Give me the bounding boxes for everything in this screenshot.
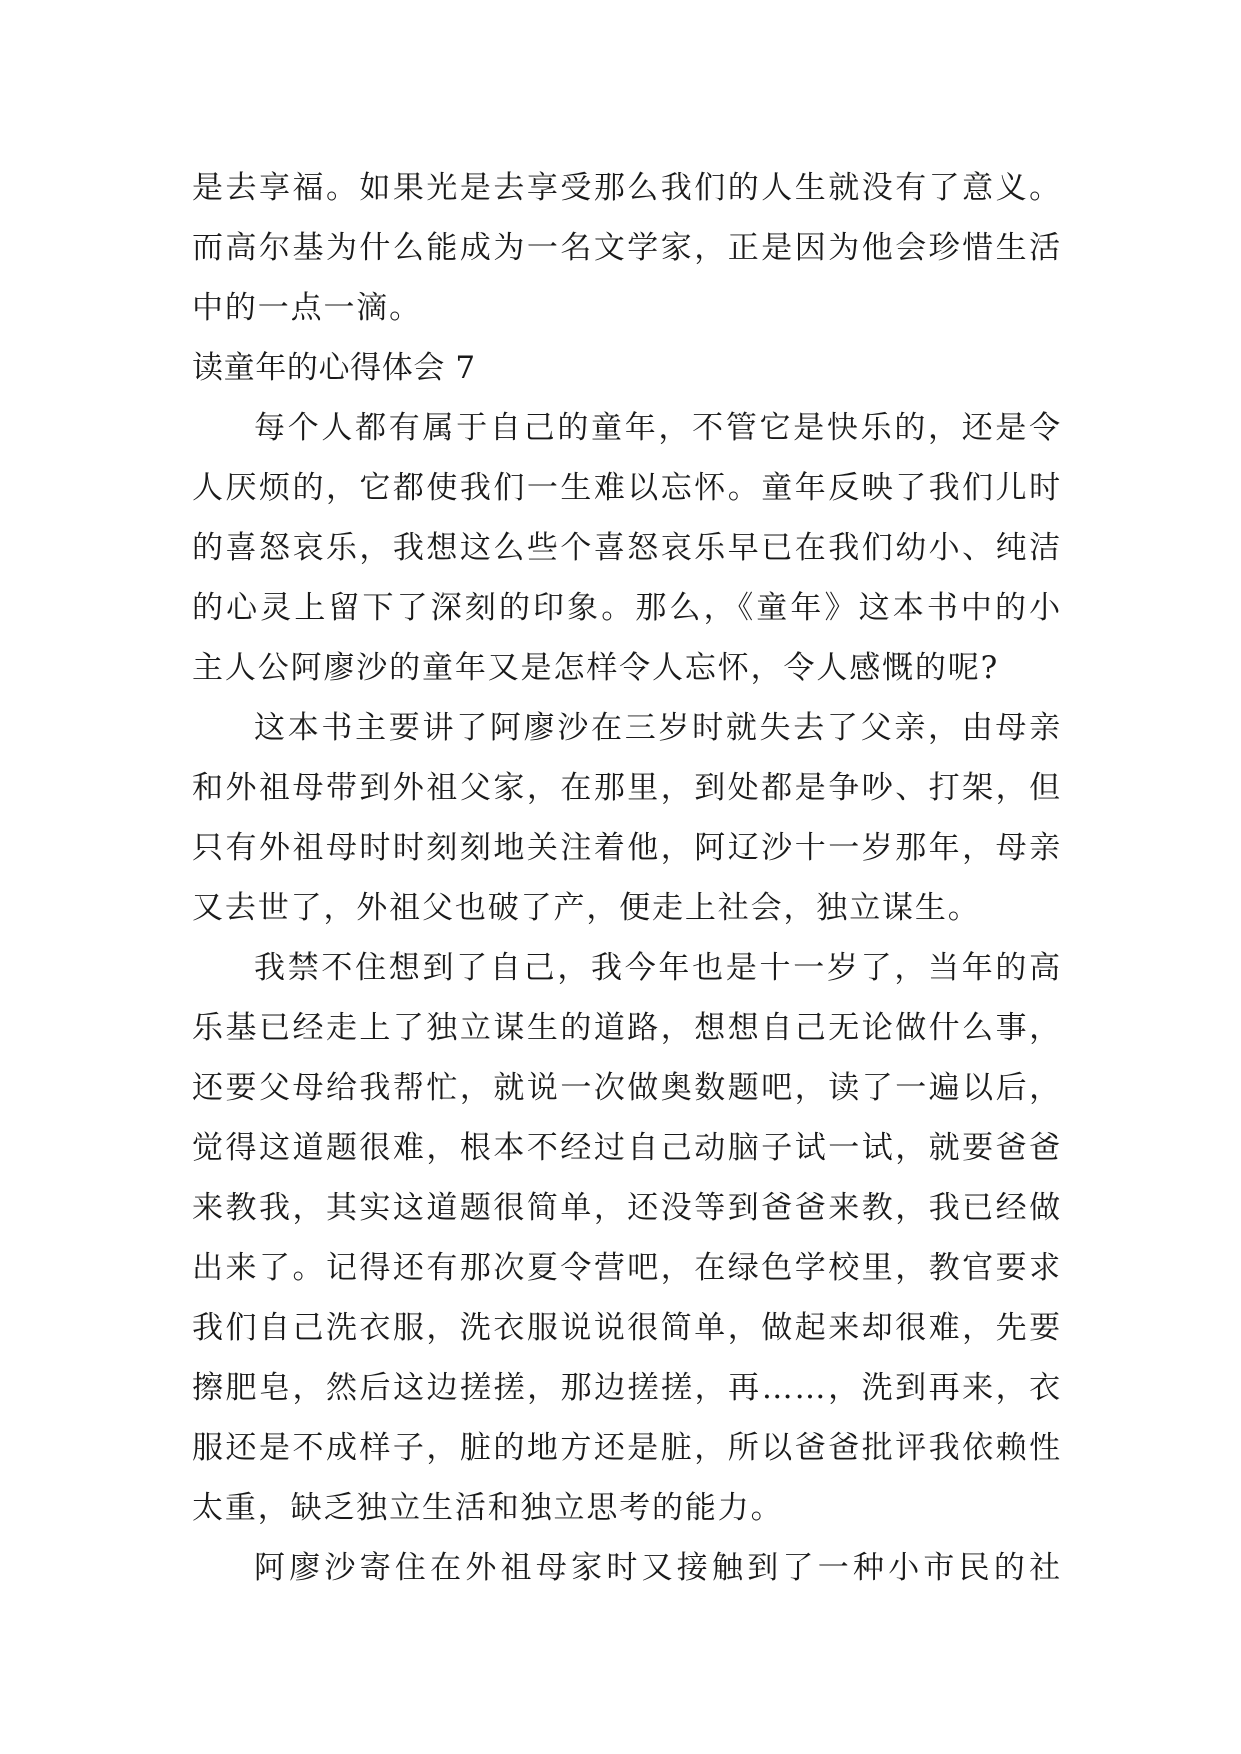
- paragraph3-line-3: 还要父母给我帮忙，就说一次做奥数题吧，读了一遍以后，: [192, 1070, 1062, 1106]
- paragraph3-line-2: 乐基已经走上了独立谋生的道路，想想自己无论做什么事，: [192, 1010, 1062, 1046]
- paragraph3-line-7: 我们自己洗衣服，洗衣服说说很简单，做起来却很难，先要: [192, 1310, 1062, 1346]
- intro-line-2: 而高尔基为什么能成为一名文学家，正是因为他会珍惜生活: [192, 230, 1062, 266]
- paragraph4-line-1: 阿廖沙寄住在外祖母家时又接触到了一种小市民的社: [254, 1550, 1062, 1586]
- paragraph3-line-9: 服还是不成样子，脏的地方还是脏，所以爸爸批评我依赖性: [192, 1430, 1062, 1466]
- paragraph3-line-10: 太重，缺乏独立生活和独立思考的能力。: [192, 1490, 784, 1526]
- paragraph3-line-4: 觉得这道题很难，根本不经过自己动脑子试一试，就要爸爸: [192, 1130, 1062, 1166]
- paragraph3-line-8: 擦肥皂，然后这边搓搓，那边搓搓，再……，洗到再来，衣: [192, 1370, 1062, 1406]
- paragraph1-line-3: 的喜怒哀乐，我想这么些个喜怒哀乐早已在我们幼小、纯洁: [192, 530, 1062, 566]
- paragraph1-line-1: 每个人都有属于自己的童年，不管它是快乐的，还是令: [254, 410, 1062, 446]
- paragraph1-line-2: 人厌烦的，它都使我们一生难以忘怀。童年反映了我们儿时: [192, 470, 1062, 506]
- paragraph3-line-1: 我禁不住想到了自己，我今年也是十一岁了，当年的高: [254, 950, 1062, 986]
- paragraph1-line-5: 主人公阿廖沙的童年又是怎样令人忘怀，令人感慨的呢?: [192, 650, 1000, 686]
- paragraph3-line-6: 出来了。记得还有那次夏令营吧，在绿色学校里，教官要求: [192, 1250, 1062, 1286]
- document-body: [192, 158, 1062, 1598]
- intro-line-3: 中的一点一滴。: [192, 290, 423, 326]
- paragraph2-line-1: 这本书主要讲了阿廖沙在三岁时就失去了父亲，由母亲: [254, 710, 1062, 746]
- intro-line-1: 是去享福。如果光是去享受那么我们的人生就没有了意义。: [192, 170, 1062, 206]
- paragraph2-line-3: 只有外祖母时时刻刻地关注着他，阿辽沙十一岁那年，母亲: [192, 830, 1062, 866]
- paragraph3-line-5: 来教我，其实这道题很简单，还没等到爸爸来教，我已经做: [192, 1190, 1062, 1226]
- section-heading: 读童年的心得体会 7: [192, 350, 476, 386]
- paragraph1-line-4: 的心灵上留下了深刻的印象。那么，《童年》这本书中的小: [192, 590, 1062, 626]
- paragraph2-line-2: 和外祖母带到外祖父家，在那里，到处都是争吵、打架，但: [192, 770, 1062, 806]
- paragraph2-line-4: 又去世了，外祖父也破了产，便走上社会，独立谋生。: [192, 890, 981, 926]
